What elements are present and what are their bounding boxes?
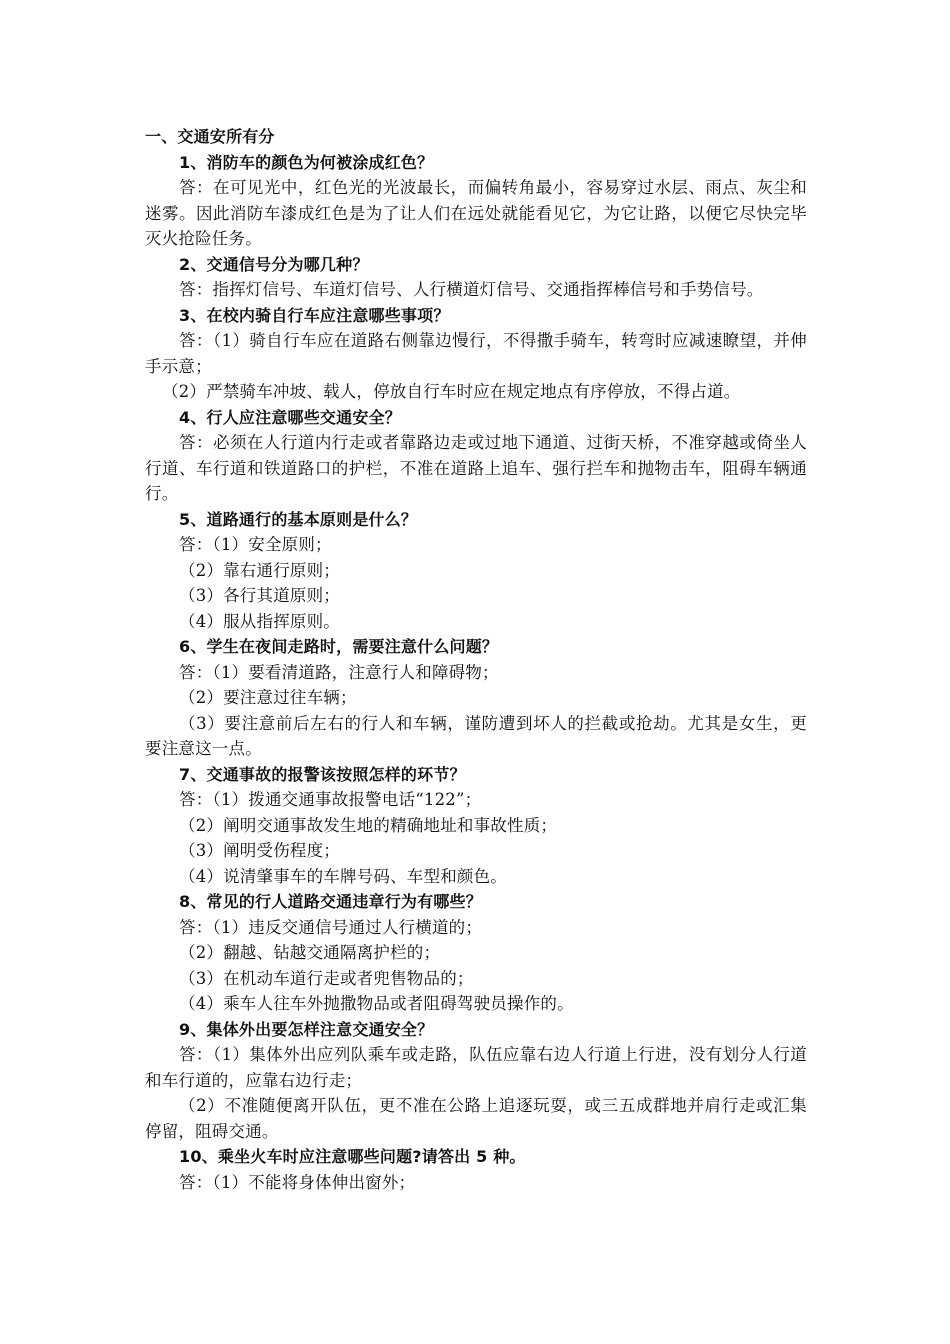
answer-8-item-1: 答：（1）违反交通信号通过人行横道的； [179, 917, 483, 937]
answer-6-item-2: （2）要注意过往车辆； [179, 688, 357, 707]
question-8: 8、常见的行人道路交通违章行为有哪些？ [179, 892, 482, 911]
question-5: 5、道路通行的基本原则是什么？ [179, 509, 418, 529]
answer-7-item-1: 答：（1）拨通交通事故报警电话“122”； [179, 790, 482, 809]
answer-1: 答：在可见光中，红色光的光波最长，而偏转角最小，容易穿过水层、雨点、灰尘和迷雾。因此消防车漆成红色是为了让人们在远处就能看见它，为它让路，以便它尽快完毕灭火抢险任务。 [145, 178, 807, 248]
answer-3-item-1: 答：（1）骑自行车应在道路右侧靠边慢行，不得撒手骑车，转弯时应减速瞭望，并伸手示意； [145, 331, 807, 376]
question-1: 1、消防车的颜色为何被涂成红色？ [179, 152, 434, 172]
answer-7-item-2: （2）阐明交通事故发生地的精确地址和事故性质； [179, 815, 558, 835]
question-2: 2、交通信号分为哪几种？ [179, 254, 369, 274]
question-4: 4、行人应注意哪些交通安全？ [179, 407, 401, 427]
answer-5-item-4: （4）服从指挥原则。 [179, 611, 340, 631]
answer-5-item-3: （3）各行其道原则； [179, 586, 340, 605]
question-10: 10、乘坐火车时应注意哪些问题?请答出 5 种。 [179, 1147, 526, 1166]
document-page [145, 124, 807, 1195]
answer-7-item-3: （3）阐明受伤程度； [179, 841, 340, 860]
answer-8-item-2: （2）翻越、钻越交通隔离护栏的； [179, 943, 441, 962]
answer-10-item-1: 答：（1）不能将身体伸出窗外； [179, 1172, 416, 1192]
answer-6-item-3: （3）要注意前后左右的行人和车辆，谨防遭到坏人的拦截或抢劫。尤其是女生，更要注意这一点。 [145, 713, 807, 758]
question-3: 3、在校内骑自行车应注意哪些事项？ [179, 305, 450, 325]
answer-9-item-2: （2）不准随便离开队伍，更不准在公路上追逐玩耍，或三五成群地并肩行走或汇集停留，阻碍交通。 [145, 1096, 807, 1141]
answer-8-item-3: （3）在机动车道行走或者兜售物品的； [179, 968, 474, 988]
answer-8-item-4: （4）乘车人往车外抛撒物品或者阻碍驾驶员操作的。 [179, 994, 574, 1013]
answer-6-item-1: 答：（1）要看清道路，注意行人和障碍物； [179, 662, 499, 682]
question-7: 7、交通事故的报警该按照怎样的环节？ [179, 764, 466, 784]
answer-4: 答：必须在人行道内行走或者靠路边走或过地下通道、过街天桥，不准穿越或倚坐人行道、车行道和铁道路口的护栏，不准在道路上追车、强行拦车和抛物击车，阻碍车辆通行。 [145, 433, 807, 503]
question-9: 9、集体外出要怎样注意交通安全？ [179, 1019, 434, 1039]
section-title: 一、交通安所有分 [145, 127, 275, 146]
answer-9-item-1: 答：（1）集体外出应列队乘车或走路，队伍应靠右边人行道上行进，没有划分人行道和车行道的，应靠右边行走； [145, 1045, 807, 1090]
question-6: 6、学生在夜间走路时，需要注意什么问题？ [179, 637, 499, 656]
answer-7-item-4: （4）说清肇事车的车牌号码、车型和颜色。 [179, 866, 507, 886]
answer-3-item-2: （2）严禁骑车冲坡、载人，停放自行车时应在规定地点有序停放，不得占道。 [162, 382, 741, 401]
answer-2: 答：指挥灯信号、车道灯信号、人行横道灯信号、交通指挥棒信号和手势信号。 [179, 280, 764, 299]
answer-5-item-1: 答：（1）安全原则； [179, 535, 332, 554]
answer-5-item-2: （2）靠右通行原则； [179, 560, 340, 580]
